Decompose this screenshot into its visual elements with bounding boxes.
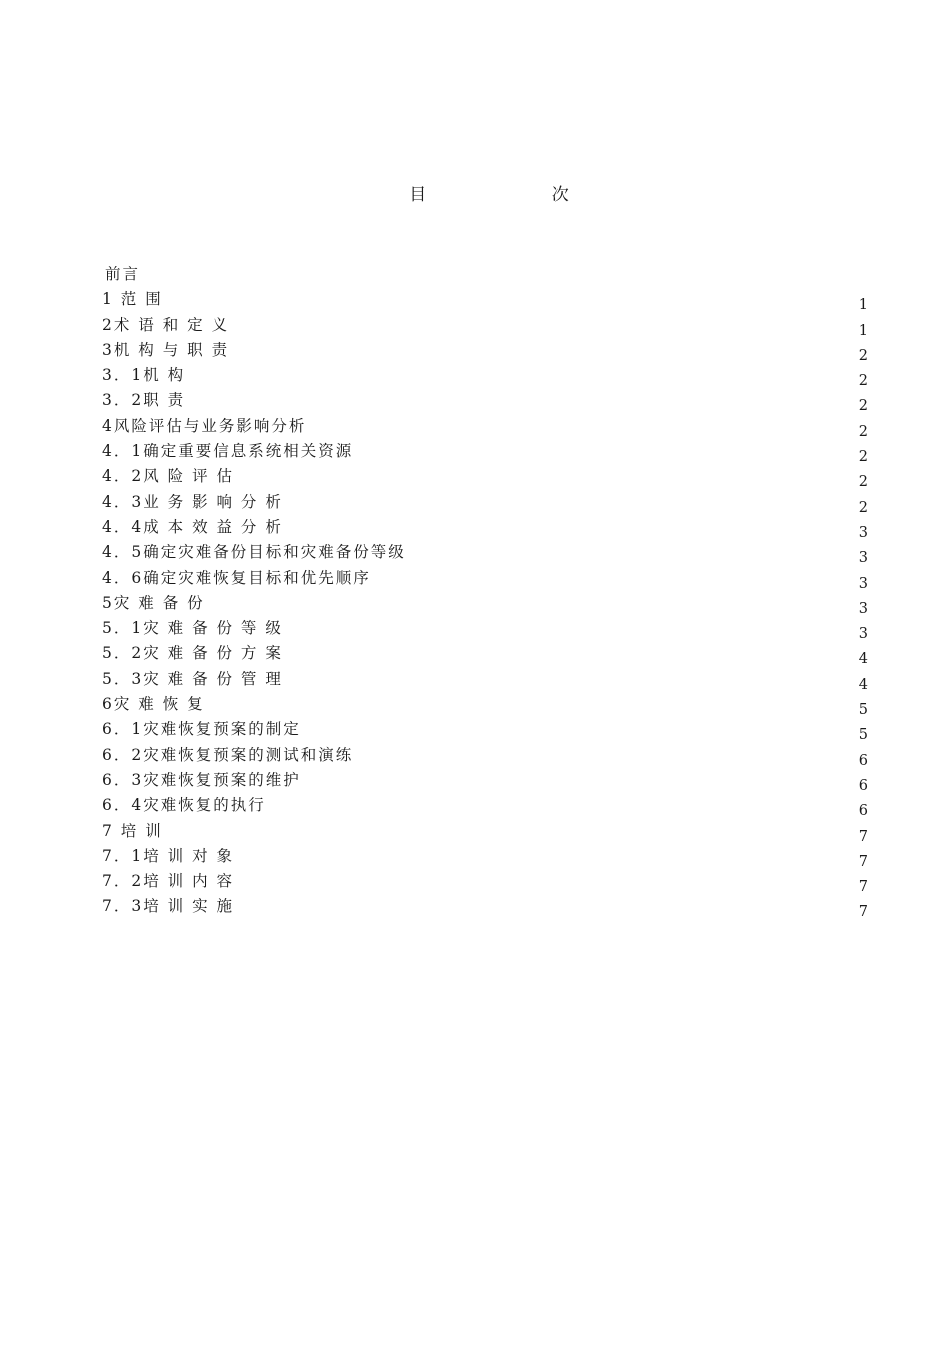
toc-entry[interactable] xyxy=(102,365,868,390)
toc-entry-label: 2术 语 和 定 义 xyxy=(102,315,230,334)
toc-entry[interactable] xyxy=(102,719,868,744)
toc-entry-page-number: 7 xyxy=(858,879,868,896)
toc-entry-label: 6．2灾难恢复预案的测试和演练 xyxy=(102,745,354,764)
toc-entry-page-number: 6 xyxy=(858,777,868,794)
toc-entry[interactable] xyxy=(102,416,868,441)
toc-entry[interactable] xyxy=(102,795,868,820)
toc-entry-label: 5．3灾 难 备 份 管 理 xyxy=(102,669,283,688)
toc-entry[interactable] xyxy=(102,264,868,289)
toc-entry[interactable] xyxy=(102,821,868,846)
toc-entry-label: 4风险评估与业务影响分析 xyxy=(102,416,307,435)
toc-entry-label: 4．5确定灾难备份目标和灾难备份等级 xyxy=(102,543,406,562)
toc-entry-page-number: 6 xyxy=(858,803,868,820)
toc-entry[interactable] xyxy=(102,694,868,719)
toc-entry[interactable] xyxy=(102,340,868,365)
toc-entry[interactable] xyxy=(102,390,868,415)
toc-entry-page-number: 7 xyxy=(858,853,868,870)
toc-entry-page-number: 3 xyxy=(858,524,868,541)
toc-entry[interactable] xyxy=(102,593,868,618)
toc-entry-label: 4．2风 险 评 估 xyxy=(102,467,235,486)
toc-entry[interactable] xyxy=(102,643,868,668)
toc-entry-page-number: 2 xyxy=(858,449,868,466)
toc-entry[interactable] xyxy=(102,289,868,314)
toc-entry-page-number: 2 xyxy=(858,347,868,364)
toc-entry[interactable] xyxy=(102,315,868,340)
toc-entry-label: 6灾 难 恢 复 xyxy=(102,695,205,714)
toc-entry[interactable] xyxy=(102,871,868,896)
toc-entry-label: 4．1确定重要信息系统相关资源 xyxy=(102,442,354,461)
toc-entry-label: 1 范 围 xyxy=(102,290,163,309)
toc-entry[interactable] xyxy=(102,846,868,871)
toc-entry-page-number: 2 xyxy=(858,373,868,390)
toc-entry-page-number: 3 xyxy=(858,626,868,643)
toc-entry-label: 4．4成 本 效 益 分 析 xyxy=(102,517,283,536)
toc-entry-page-number: 5 xyxy=(858,702,868,719)
toc-entry-page-number: 5 xyxy=(858,727,868,744)
toc-entry-label: 7．1培 训 对 象 xyxy=(102,846,235,865)
toc-entry-label: 前言 xyxy=(105,265,141,283)
toc-entry[interactable] xyxy=(102,441,868,466)
toc-entry[interactable] xyxy=(102,492,868,517)
toc-entry-label: 6．4灾难恢复的执行 xyxy=(102,796,266,815)
toc-entry-label: 6．3灾难恢复预案的维护 xyxy=(102,770,301,789)
toc-entry-label: 7．3培 训 实 施 xyxy=(102,897,235,916)
toc-entry[interactable] xyxy=(102,770,868,795)
toc-entry[interactable] xyxy=(102,542,868,567)
toc-entry-page-number: 3 xyxy=(858,550,868,567)
toc-entry-page-number: 4 xyxy=(858,676,868,693)
toc-entry-page-number: 2 xyxy=(858,499,868,516)
toc-entry-page-number: 1 xyxy=(858,297,868,314)
toc-entry-label: 5灾 难 备 份 xyxy=(102,593,205,612)
toc-entry-label: 5．1灾 难 备 份 等 级 xyxy=(102,619,283,638)
toc-entry[interactable] xyxy=(102,745,868,770)
toc-entry-page-number: 3 xyxy=(858,600,868,617)
toc-entry-label: 3．1机 构 xyxy=(102,366,186,385)
toc-entry[interactable] xyxy=(102,517,868,542)
toc-entry[interactable] xyxy=(102,466,868,491)
toc-entry-label: 4．6确定灾难恢复目标和优先顺序 xyxy=(102,568,371,587)
toc-entry-page-number: 2 xyxy=(858,474,868,491)
toc-entry[interactable] xyxy=(102,618,868,643)
toc-entry-label: 7 培 训 xyxy=(102,821,163,840)
toc-entry-page-number: 7 xyxy=(858,904,868,921)
toc-entry-page-number: 3 xyxy=(858,575,868,592)
toc-entry-label: 3．2职 责 xyxy=(102,391,186,410)
toc-entry-label: 3机 构 与 职 责 xyxy=(102,340,230,359)
toc-entry-label: 5．2灾 难 备 份 方 案 xyxy=(102,644,283,663)
toc-entry-page-number: 1 xyxy=(858,322,868,339)
toc-entry-page-number: 7 xyxy=(858,828,868,845)
toc-entry-label: 4．3业 务 影 响 分 析 xyxy=(102,492,283,511)
toc-entry-label: 6．1灾难恢复预案的制定 xyxy=(102,720,301,739)
toc-entry[interactable] xyxy=(102,896,868,921)
table-of-contents xyxy=(102,264,868,922)
toc-entry[interactable] xyxy=(102,669,868,694)
toc-entry-page-number: 6 xyxy=(858,752,868,769)
toc-title: 目 次 xyxy=(409,185,629,205)
toc-entry[interactable] xyxy=(102,568,868,593)
toc-entry-page-number: 4 xyxy=(858,651,868,668)
toc-entry-page-number: 2 xyxy=(858,398,868,415)
toc-entry-label: 7．2培 训 内 容 xyxy=(102,872,235,891)
toc-entry-page-number: 2 xyxy=(858,423,868,440)
